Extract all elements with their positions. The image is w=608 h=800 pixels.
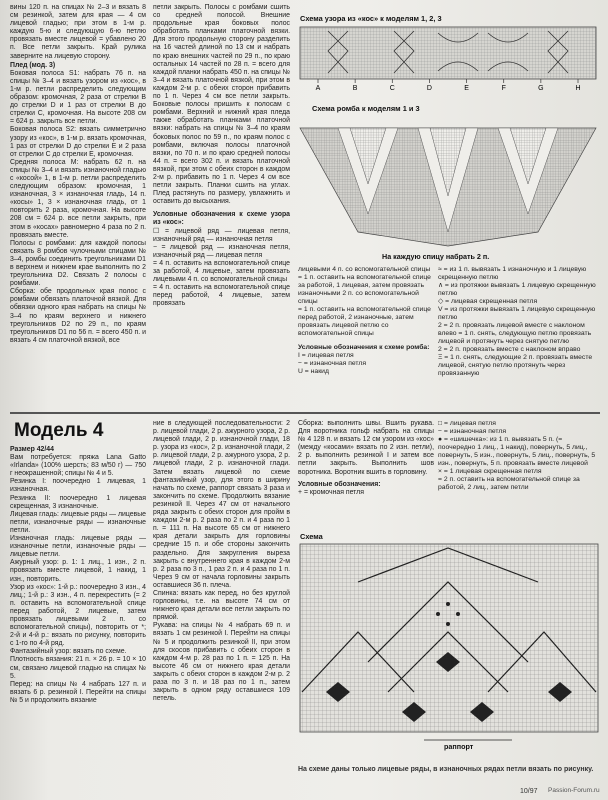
diamond-caption: На каждую спицу набрать 2 п.	[382, 252, 490, 261]
paragraph: Рукава: на спицы № 4 набрать 69 п. и вязать 1 см резинкой I. Перейти на спицы № 5 и продолжить резинкой II, при этом для скосов прибавить с обеих сторон в каждом 4-м р. 28 раз по 1 п. = 125 п. На высоте 46 см от нижнего края детали закрыть с обеих сторон в каждом 2-м р. 2 раза по 3 п. и 18 раз по 1 п., затем закрыть в одном ряду оставшиеся 109 петель.	[153, 622, 290, 703]
arrow-label: G	[538, 85, 544, 92]
arrow-label: D	[426, 85, 432, 92]
paragraph: петли закрыть. Полосы с ромбами сшить со средней полосой. Внешние продольные края боковых полос обработать планками платочной вязки. Для этого продольную сторону разделить на 16 частей длиной по 13 см и набрать по краю внешних частей по 29 п., по краю остальных 14 частей по 28 п. = всего для каждой планки набрать 450 п. на спицы № 3–4 и вязать платочной вязкой, при этом в каждом 2-м р. с обеих сторон прибавить по 1 п. Через 4 см все петли закрыть. Боковые полосы пришить к полосам с ромбами. Верхний и нижний края пледа также обработать планками платочной вязки: набрать на спицы № 3–4 по краям боковых полос по 59 п., по краям полос с ромбами, включая полосы платочной вязки, по 70 п. и по краю средней полосы 44 п. = всего 302 п. и вязать платочной вязкой, при этом с обеих сторон в каждом 2-м р. прибавить по 1 п. Через 4 см все петли закрыть. Планки сшить на углах. Плед растянуть по размеру, увлажнить и оставить до высыхания.	[153, 4, 290, 206]
model4-column-3	[298, 420, 434, 497]
paragraph: Лицевая гладь: лицевые ряды — лицевые петли, изнаночные ряды — изнаночные петли.	[10, 510, 146, 534]
paragraph: Спинка: вязать как перед, но без круглой горловины, т.е. на высоте 74 см от нижнего края детали все петли закрыть по прямой.	[153, 589, 290, 622]
legend-title: Условные обозначения:	[298, 480, 381, 488]
legend-item: V = из протяжки вывязать 1 лицевую скрещенную петлю	[438, 306, 596, 321]
legend-item: = 1 п. оставить на вспомогательной спице за работой, 1 лицевая, затем провязать изнаночными 2 п. со вспомогательной спицы	[298, 274, 431, 305]
right-legend	[438, 266, 600, 378]
paragraph: Сборка: выполнить швы. Вшить рукава. Для воротника гольф набрать на спицы № 4 128 п. и вязать 12 см узором из «кос» (между «косами» вязать по 2 изн. петли), 2 р. выполнить резинкой I и затем все петли закрыть. Выполнить шов воротника. Воротник вшить в горловину.	[298, 420, 434, 476]
paragraph: Сборка: обе продольных края полос с ромбами обвязать платочной вязкой. Для обвязки одного края набрать на спицы № 3–4 по краям верхнего и нижнего треугольников D2 по 29 п., по краям треугольников D1 по 56 п. = всего 450 п. и вязать 4 см платочной вязкой, все	[10, 288, 146, 344]
arrow-label: C	[389, 85, 395, 92]
legend-item: ◇ = лицевая скрещенная петля	[438, 298, 538, 305]
legend-item: 2 = 2 п. провязать лицевой вместе с наклоном влево = 1 п. снять, следующую петлю провязать лицевой и протянуть через снятую петлю	[438, 322, 592, 345]
paragraph: Боковая полоса S2: вязать симметрично узору из «кос», в 1-м р. вязать кромочная, 1 раз от стрелки D до стрелки E и 2 раза от стрелки C до стрелки E, кромочная.	[10, 126, 146, 158]
legend-item: лицевыми 4 п. со вспомогательной спицы	[298, 266, 431, 273]
legend-title: Условные обозначения к схеме узора из «кос»:	[153, 211, 290, 227]
legend-item: I = лицевая петля	[298, 352, 354, 359]
diamond-schema-title: Схема ромба к моделям 1 и 3	[312, 104, 420, 113]
model4-column-1	[10, 446, 146, 705]
column-1-top	[10, 4, 146, 345]
diamond-chart	[298, 114, 598, 254]
chart-footnote: На схеме даны только лицевые ряды, в изнаночных рядах петли вязать по рисунку.	[298, 766, 594, 773]
paragraph: вины 120 п. на спицах № 2–3 и вязать 8 см резинкой, затем для края — 4 см лицевой гладью; при этом в 1-м р. каждую 5-ю и следующую 6-ю петлю провязать вместе лицевой = убавлено 20 п. Все петли закрыть. Край рулика заверните на лицевую сторону.	[10, 4, 146, 60]
legend-item: ● = «шишечка»: из 1 п. вывязать 5 п. (= поочередно 1 лиц., 1 накид), повернуть, 5 лиц., повернуть, 5 изн., повернуть, 5 лиц., повернуть, 5 изн., повернуть, 5 п. провязать вместе лицевой	[438, 436, 596, 467]
legend-item: ≈ = из 1 п. вывязать 1 изнаночную и 1 лицевую скрещенную петлю	[438, 266, 587, 281]
paragraph: ние в следующей последовательности: 2 р. лицевой глади, 2 р. ажурного узора, 2 р. лицевой глади, 2 р. изнаночной глади, 18 р. узора из «кос», 2 р. изнаночной глади, 2 р. лицевой глади, 2 р. ажурного узора, 2 р. лицевой глади, 2 р. изнаночной глади. Затем вязать лицевой по схеме фантазийный узор, для этого в ширину начать по схеме, раппорт связать 3 раза и закончить по схеме. Продолжить вязание резинкой II. Через 47 см от начального ряда закрыть с обеих сторон для пройм в каждом 2-м р. 2 раза по 2 п. и 4 раза по 1 п. = 111 п. На высоте 65 см от нижнего края детали закрыть для горловины средние 15 п. и обе стороны закончить раздельно. Для закругления выреза закрыть с внутреннего края в каждом 2-м р. 2 раза по 3 п., 1 раз 2 п. и 4 раза по 1 п. Через 9 см от начала горловины закрыть оставшиеся 36 п. плеча.	[153, 420, 290, 589]
arrow-label: E	[464, 85, 469, 92]
paragraph: Резинка I: поочередно 1 лицевая, 1 изнаночная.	[10, 478, 146, 494]
cable-schema-title: Схема узора из «кос» к моделям 1, 2, 3	[300, 14, 442, 23]
legend-item: Ξ = 1 п. снять, следующие 2 п. провязать вместе лицевой, снятую петлю протянуть через провязанную	[438, 354, 593, 377]
paragraph: Фантазийный узор: вязать по схеме.	[10, 648, 127, 656]
cable-pattern-chart	[298, 25, 598, 93]
paragraph: Резинка II: поочередно 1 лицевая скрещенная, 3 изнаночные.	[10, 494, 146, 510]
size: Размер 42/44	[10, 446, 54, 453]
legend-item: = 2 п. оставить на вспомогательной спице за работой, 2 лиц., затем петли	[438, 476, 580, 491]
column-2-top	[153, 4, 290, 308]
paragraph: Ажурный узор: р. 1: 1 лиц., 1 изн., 2 п. провязать вместе лицевой, 1 накид, 1 изн., повторить.	[10, 559, 146, 583]
legend-item: □ = лицевая петля	[438, 420, 496, 427]
legend-item: ∧ = из протяжки вывязать 1 лицевую скрещенную петлю	[438, 282, 596, 297]
legend-item: = 4 п. оставить на вспомогательной спице за работой, 4 лицевые, затем провязать лицевыми 4 п. со вспомогательной спицы	[153, 259, 290, 284]
paragraph: Полосы с ромбами: для каждой полосы связать 8 ромбов чулочными спицами № 3–4, ромбы соединить треугольниками D1 в верхнем и нижнем крае выполнить по 2 треугольника D2. Связать 2 полосы с ромбами.	[10, 239, 146, 288]
arrow-labels	[316, 79, 581, 92]
paragraph: Вам потребуется: пряжа Lana Gatto «Irlanda» (100% шерсть; 83 м/50 г) — 750 г неокрашенной; спицы № 4 и 5.	[10, 454, 146, 478]
legend-item: 2 = 2 п. провязать вместе с наклоном вправо	[438, 346, 581, 353]
paragraph: Перед: на спицы № 4 набрать 127 п. и вязать 6 р. резинкой I. Перейти на спицы № 5 и продолжить вязание	[10, 680, 146, 704]
paragraph: Узор из «кос»: 1-й р.: поочередно 3 изн., 4 лиц.; 1-й р.: 3 изн., 4 п. перекрестить (= 2 п. оставить на вспомогательной спице перед работой, 2 лицевые, затем провязать лицевыми 2 п. со вспомогательной спицы), повторить от *; 2-й и 4-й р.: вязать по рисунку, повторить с 1-го по 4-й ряд.	[10, 583, 146, 648]
arrow-label: A	[315, 85, 321, 92]
section-heading: Плед (мод. 3)	[10, 61, 56, 69]
legend-item: − = изнаночная петля	[298, 360, 367, 367]
legend-item: − = лицевой ряд — изнаночная петля, изнаночный ряд — лицевая петля	[153, 243, 290, 259]
model4-schema-title: Схема	[300, 532, 323, 541]
watermark: Passion-Forum.ru	[548, 787, 600, 794]
rapport-label: раппорт	[444, 742, 474, 751]
arrow-label: F	[501, 85, 506, 92]
legend-item: − = изнаночная петля	[438, 428, 507, 435]
fancy-pattern-chart	[298, 542, 600, 754]
legend-item: ☐ = лицевой ряд — лицевая петля, изнаночный ряд — изнаночная петля	[153, 227, 290, 243]
middle-legend	[298, 266, 432, 376]
paragraph: Плотность вязания: 21 п. × 26 р. = 10 × 10 см, связано лицевой гладью на спицах № 5.	[10, 656, 146, 680]
arrow-label: H	[575, 85, 581, 92]
section-divider	[10, 412, 600, 414]
legend-item: = 4 п. оставить на вспомогательной спице перед работой, 4 лицевые, затем провязать	[153, 284, 290, 308]
arrow-label: B	[352, 85, 358, 92]
model4-right-legend	[438, 420, 600, 492]
paragraph: Боковая полоса S1: набрать 76 п. на спицы № 3–4 и вязать узором из «кос», в 1-м р. петли распределить следующим образом: кромочная, 2 раза от стрелки B до стрелки D и 1 раз от стрелки B до стрелки C, кромочная. На высоте 208 см = 624 р. закрыть все петли.	[10, 69, 146, 126]
model-title: Модель 4	[14, 420, 104, 441]
legend-title: Условные обозначения к схеме ромба:	[298, 344, 430, 351]
model4-column-2	[153, 420, 290, 703]
legend-item: + = кромочная петля	[298, 488, 364, 496]
paragraph: Средняя полоса M: набрать 62 п. на спицы № 3–4 и вязать изнаночной гладью с «косой» 1, в 1-м р. петли распределить следующим образом: кромочная, 1 изнаночная, 3 × изнаночная гладь, 14 п. «косы» 1, 3 × изнаночная гладь, от 1 повторить 2 раза, кромочная. На высоте 208 см = 624 р. все петли закрыть, при этом в «косах» равномерно 4 раза по 2 п. провязать вместе.	[10, 158, 146, 239]
legend-item: U = накид	[298, 368, 329, 375]
legend-item: = 1 п. оставить на вспомогательной спице перед работой, 2 изнаночные, затем провязать лицевой петлю со вспомогательной спицы	[298, 306, 431, 337]
page-number: 10/97	[520, 788, 538, 795]
paragraph: Изнаночная гладь: лицевые ряды — изнаночные петли, изнаночные ряды — лицевые петли.	[10, 535, 146, 559]
legend-item: × = 1 лицевая скрещенная петля	[438, 468, 542, 475]
